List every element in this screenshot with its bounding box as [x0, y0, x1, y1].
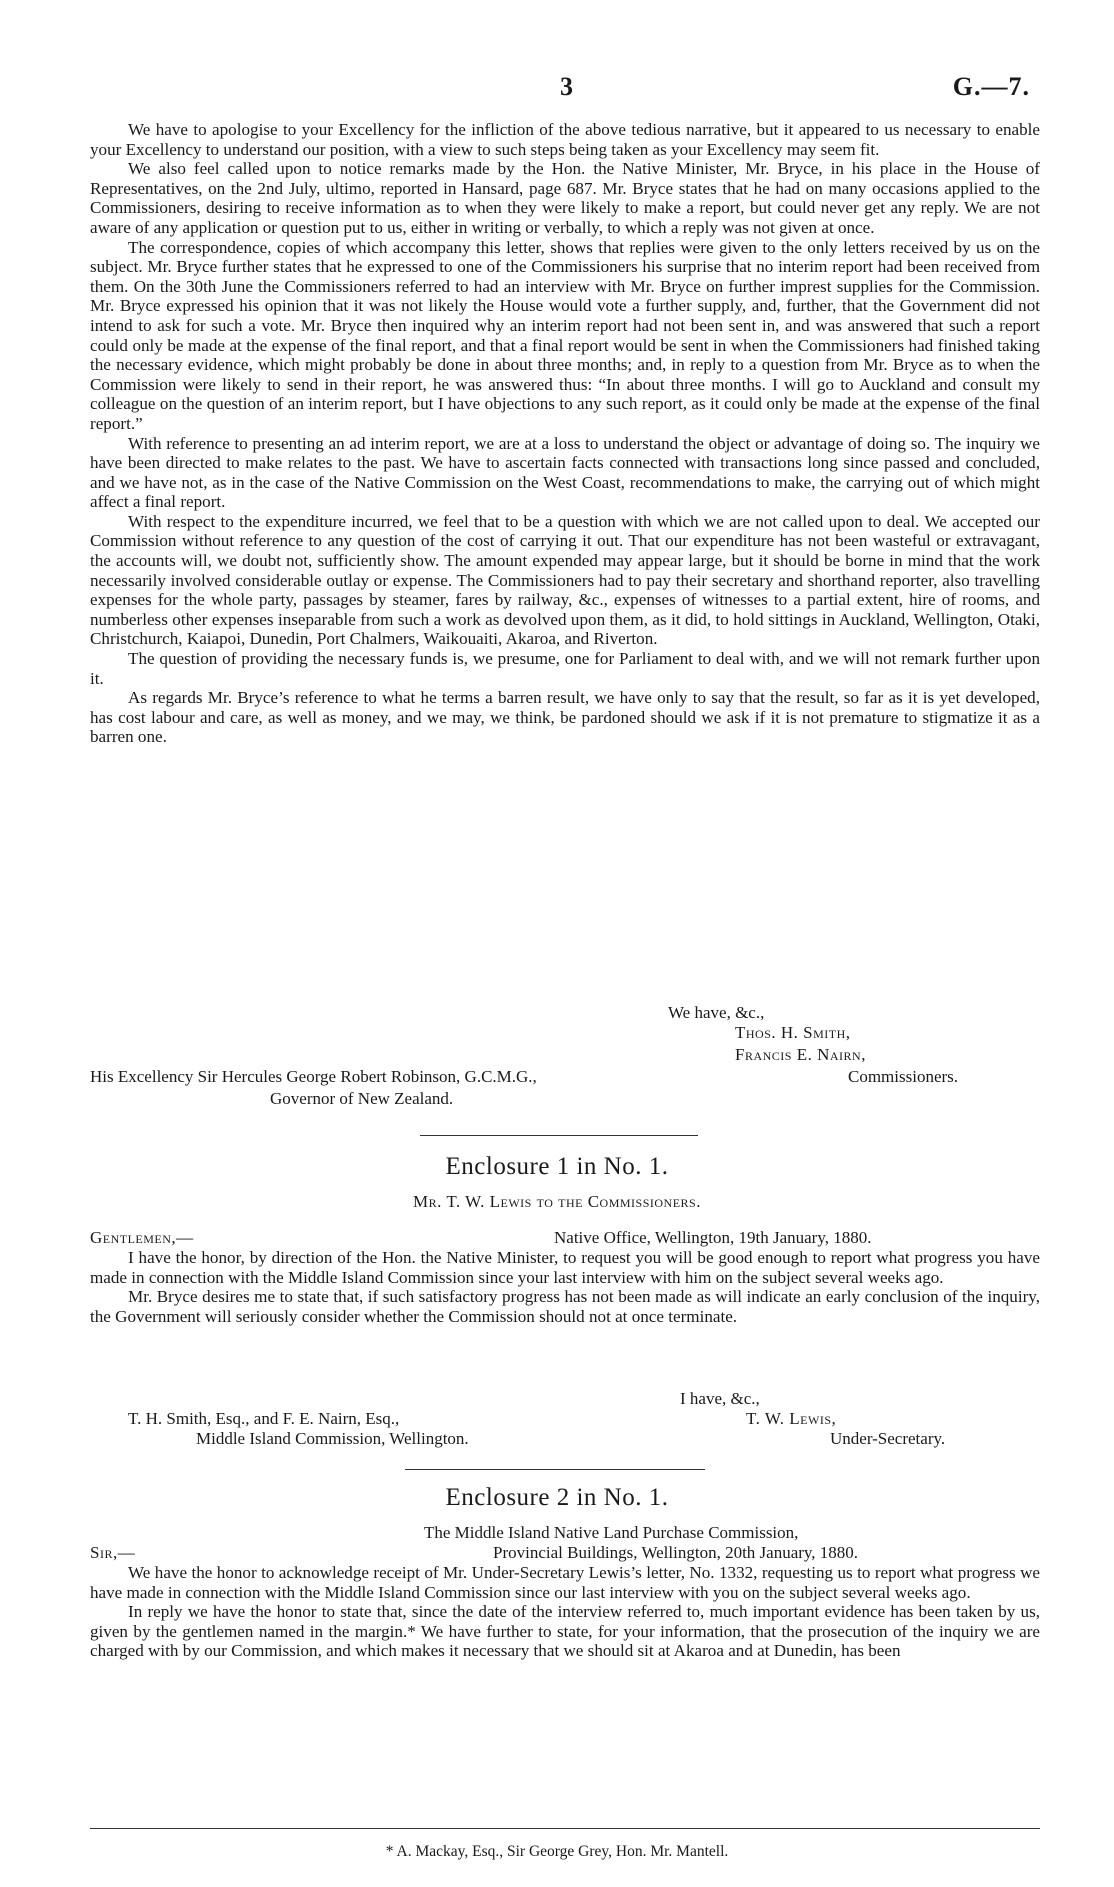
- enclosure-1-addressee-place: Middle Island Commission, Wellington.: [196, 1429, 469, 1448]
- letter-paragraph: The correspondence, copies of which accompany this letter, shows that replies were given to the only letters received by us on the subject. Mr. Bryce further states that he expressed to one of the Commissioners his surprise that no interim report had been received from them. On the 30th June the Commissioners referred to had an interview with Mr. Bryce on further imprest supplies for the Commission. Mr. Bryce expressed his opinion that it was not likely the House would vote a further supply, and, further, that the Government did not intend to ask for such a vote. Mr. Bryce then inquired why an interim report had not been sent in, and was answered that such a report could only be made at the expense of the final report, and that a final report would be sent in when the Commissioners had finished taking the necessary evidence, which might probably be done in about three months; and, in reply to a question from Mr. Bryce as to when the Commission were likely to send in their report, he was answered thus: “In about three months. I will go to Auckland and consult my colleague on the question of an interim report, but I have objections to any such report, as it could only be made at the expense of the final report.”: [90, 237, 1040, 433]
- section-divider: [405, 1469, 705, 1470]
- letter-closing: We have, &c.,: [668, 1003, 765, 1022]
- page-number: 3: [560, 72, 573, 101]
- letter-paragraph: We also feel called upon to notice remarks made by the Hon. the Native Minister, Mr. Bryce, in his place in the House of Representatives, on the 2nd July, ultimo, reported in Hansard, page 687. Mr. Bryce states that he had on many occasions applied to the Commissioners, desiring to receive information as to when they were likely to make a report, but could never get any reply. We are not aware of any application or question put to us, either in writing or verbally, to which a reply was not given at once.: [90, 159, 1040, 237]
- enclosure-1-body: [90, 1248, 1040, 1326]
- enclosure-2-body: [90, 1563, 1040, 1661]
- footnote: * A. Mackay, Esq., Sir George Grey, Hon. Mr. Mantell.: [385, 1843, 729, 1860]
- main-letter-body: [90, 120, 1040, 747]
- letter-paragraph: The question of providing the necessary funds is, we presume, one for Parliament to deal with, and we will not remark further upon it.: [90, 649, 1040, 688]
- enclosure-1-title: Enclosure 1 in No. 1.: [445, 1153, 669, 1180]
- letter-paragraph: With respect to the expenditure incurred, we feel that to be a question with which we are not called upon to deal. We accepted our Commission without reference to any question of the cost of carrying it out. That our expenditure has not been wasteful or extravagant, the accounts will, we doubt not, sufficiently show. The amount expended may appear large, but it should be borne in mind that the work necessarily involved considerable outlay or expense. The Commissioners had to pay their secretary and shorthand reporter, also travelling expenses for the whole party, passages by steamer, fares by railway, &c., expenses of witnesses to a partial extent, hire of rooms, and numberless other expenses inseparable from such a work as devolved upon them, as it did, to hold sittings in Auckland, Wellington, Otaki, Christchurch, Kaiapoi, Dunedin, Port Chalmers, Waikouaiti, Akaroa, and Riverton.: [90, 511, 1040, 649]
- enclosure-2-title: Enclosure 2 in No. 1.: [445, 1484, 669, 1511]
- enclosure-1-salutation: Gentlemen,—: [90, 1228, 194, 1247]
- enclosure-1-closing: I have, &c.,: [680, 1389, 760, 1408]
- footnote-rule: [90, 1828, 1040, 1829]
- enclosure-1-place-date: Native Office, Wellington, 19th January, 1880.: [554, 1228, 872, 1247]
- letter-paragraph: We have to apologise to your Excellency for the infliction of the above tedious narrative, but it appeared to us necessary to enable your Excellency to understand our position, with a view to such steps being taken as your Excellency may seem fit.: [90, 120, 1040, 159]
- signatory-nairn: Francis E. Nairn,: [735, 1045, 866, 1064]
- letter-addressee-title: Governor of New Zealand.: [270, 1089, 454, 1108]
- signatory-role: Commissioners.: [848, 1067, 959, 1086]
- page-header: [90, 72, 1040, 106]
- enclosure-2-address-line-1: The Middle Island Native Land Purchase Commission,: [424, 1523, 799, 1542]
- letter-paragraph: With reference to presenting an ad interim report, we are at a loss to understand the object or advantage of doing so. The inquiry we have been directed to make relates to the past. We have to ascertain facts connected with transactions long since passed and concluded, and we have not, as in the case of the Native Commission on the West Coast, recommendations to make, the carrying out of which might affect a final report.: [90, 433, 1040, 512]
- document-reference: G.—7.: [952, 72, 1030, 101]
- enclosure-1-paragraph: I have the honor, by direction of the Hon. the Native Minister, to request you will be good enough to report what progress you have made in connection with the Middle Island Commission since your last interview with him on the subject several weeks ago.: [90, 1248, 1040, 1287]
- enclosure-2-paragraph: We have the honor to acknowledge receipt of Mr. Under-Secretary Lewis’s letter, No. 1332, requesting us to report what progress we have made in connection with the Middle Island Commission since our last interview with you on the subject several weeks ago.: [90, 1563, 1040, 1602]
- enclosure-1-signatory-role: Under-Secretary.: [830, 1429, 946, 1448]
- enclosure-2-address-line-2: Provincial Buildings, Wellington, 20th January, 1880.: [493, 1543, 859, 1562]
- signatory-smith: Thos. H. Smith,: [735, 1023, 851, 1042]
- enclosure-1-subtitle: Mr. T. W. Lewis to the Commissioners.: [413, 1192, 701, 1211]
- section-divider: [420, 1135, 698, 1136]
- letter-paragraph: As regards Mr. Bryce’s reference to what he terms a barren result, we have only to say that the result, so far as it is yet developed, has cost labour and care, as well as money, and we may, we think, be pardoned should we ask if it is not premature to stigmatize it as a barren one.: [90, 688, 1040, 747]
- enclosure-2-salutation: Sir,—: [90, 1543, 136, 1562]
- letter-addressee: His Excellency Sir Hercules George Robert Robinson, G.C.M.G.,: [90, 1067, 537, 1086]
- enclosure-1-paragraph: Mr. Bryce desires me to state that, if such satisfactory progress has not been made as will indicate an early conclusion of the inquiry, the Government will seriously consider whether the Commission should not at once terminate.: [90, 1287, 1040, 1326]
- enclosure-1-addressee: T. H. Smith, Esq., and F. E. Nairn, Esq.,: [128, 1409, 400, 1428]
- enclosure-2-paragraph: In reply we have the honor to state that, since the date of the interview referred to, much important evidence has been taken by us, given by the gentlemen named in the margin.* We have further to state, for your information, that the prosecution of the inquiry we are charged with by our Commission, and which makes it necessary that we should sit at Akaroa and at Dunedin, has been: [90, 1602, 1040, 1661]
- enclosure-1-signatory: T. W. Lewis,: [746, 1409, 837, 1428]
